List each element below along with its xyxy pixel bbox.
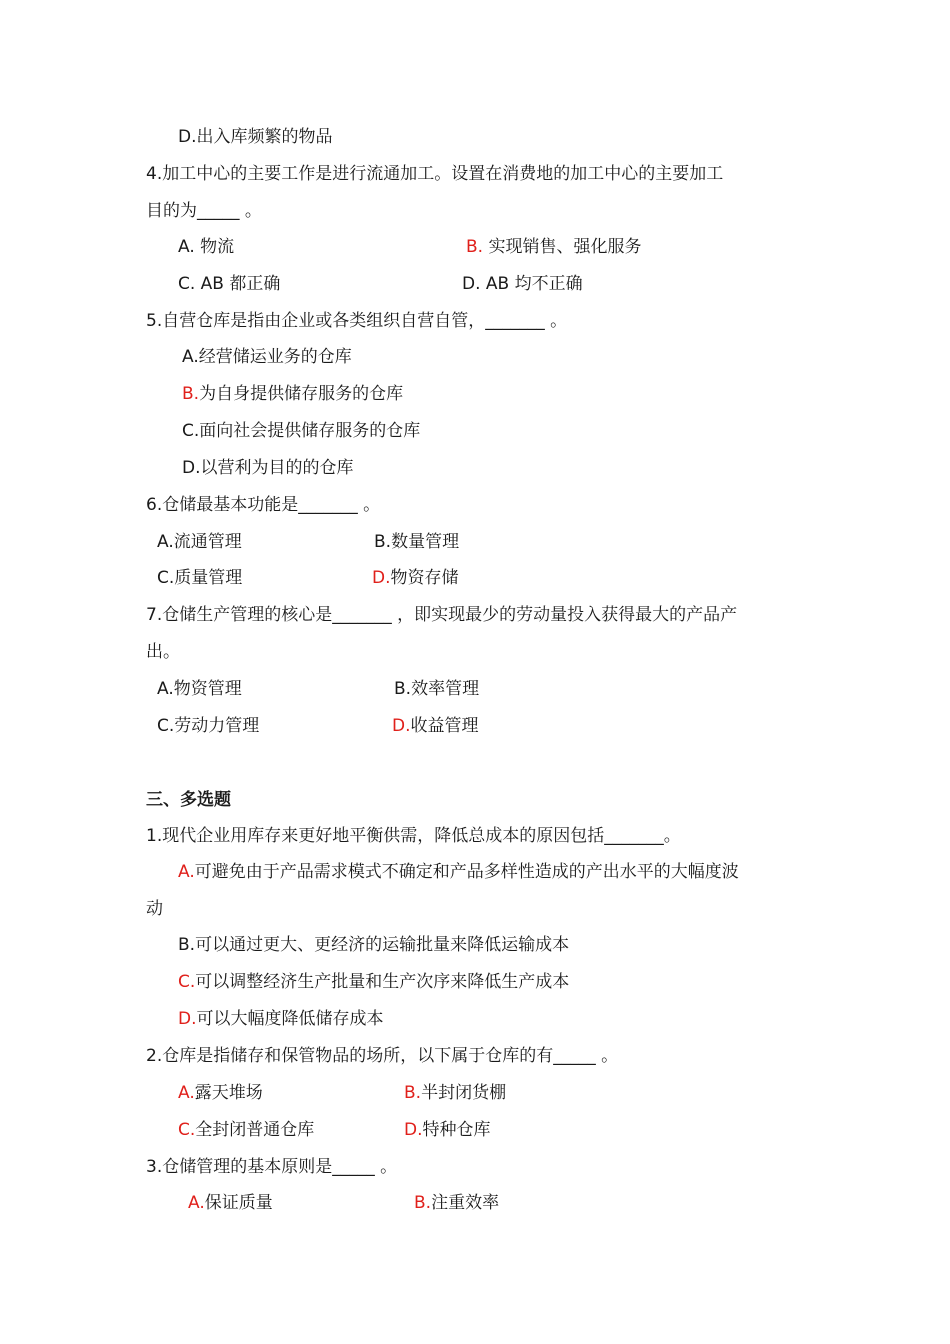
m1-option-b: B.可以通过更大、更经济的运输批量来降低运输成本 xyxy=(178,935,570,955)
q4-stem-line2: 目的为_____ 。 xyxy=(146,201,262,221)
q6-option-a: A.流通管理 xyxy=(157,532,242,552)
q7-stem-line2: 出。 xyxy=(146,642,180,662)
m2-option-c-letter: C. xyxy=(178,1120,196,1140)
q3-option-d: D.出入库频繁的物品 xyxy=(178,127,333,147)
q7-option-c: C.劳动力管理 xyxy=(157,716,260,736)
m1-option-a-line2: 动 xyxy=(146,899,163,919)
q7-stem-line1: 7.仓储生产管理的核心是_______ ，即实现最少的劳动量投入获得最大的产品产 xyxy=(146,605,738,625)
m2-option-b xyxy=(404,1082,506,1104)
q5-option-b-text: 为自身提供储存服务的仓库 xyxy=(199,384,404,404)
m1-option-c-text: 可以调整经济生产批量和生产次序来降低生产成本 xyxy=(195,972,570,992)
m2-option-d-text: 特种仓库 xyxy=(422,1120,491,1140)
m3-option-b-letter: B. xyxy=(414,1193,432,1213)
m2-option-a xyxy=(178,1082,263,1104)
m2-option-c-text: 全封闭普通仓库 xyxy=(195,1120,315,1140)
q5-stem: 5.自营仓库是指由企业或各类组织自营自管，_______ 。 xyxy=(146,311,568,331)
m2-option-c xyxy=(178,1119,314,1141)
m3-option-a-letter: A. xyxy=(188,1193,205,1213)
m2-option-d-letter: D. xyxy=(404,1120,423,1140)
q6-option-b: B.数量管理 xyxy=(374,532,460,552)
m3-stem: 3.仓储管理的基本原则是_____ 。 xyxy=(146,1157,398,1177)
q7-option-d-text: 收益管理 xyxy=(410,716,479,736)
q4-option-b xyxy=(466,236,641,258)
m1-option-d xyxy=(178,1008,384,1030)
q4-option-d: D. AB 均不正确 xyxy=(462,274,583,294)
m3-option-b xyxy=(414,1192,499,1214)
q6-option-d xyxy=(372,567,459,589)
q4-option-b-text: 实现销售、强化服务 xyxy=(483,237,642,257)
q5-option-b xyxy=(182,383,403,405)
q4-option-a: A. 物流 xyxy=(178,237,235,257)
m2-option-a-letter: A. xyxy=(178,1083,195,1103)
q7-option-a: A.物资管理 xyxy=(157,679,242,699)
m3-option-a xyxy=(188,1192,273,1214)
m1-option-a-line1 xyxy=(178,861,739,883)
m3-option-a-text: 保证质量 xyxy=(204,1193,273,1213)
q5-option-d: D.以营利为目的的仓库 xyxy=(182,458,354,478)
q5-option-b-letter: B. xyxy=(182,384,200,404)
q4-option-b-letter: B. xyxy=(466,237,484,257)
q7-option-d-letter: D. xyxy=(392,716,411,736)
section3-title: 三、多选题 xyxy=(146,790,231,810)
q5-option-c: C.面向社会提供储存服务的仓库 xyxy=(182,421,421,441)
m1-option-d-text: 可以大幅度降低储存成本 xyxy=(196,1009,384,1029)
m2-option-b-text: 半封闭货棚 xyxy=(421,1083,507,1103)
m1-option-c xyxy=(178,971,569,993)
q6-option-d-text: 物资存储 xyxy=(390,568,459,588)
m1-stem: 1.现代企业用库存来更好地平衡供需，降低总成本的原因包括_______。 xyxy=(146,826,681,846)
m2-stem: 2.仓库是指储存和保管物品的场所，以下属于仓库的有_____ 。 xyxy=(146,1046,619,1066)
m1-option-a-letter: A. xyxy=(178,862,195,882)
q4-option-c: C. AB 都正确 xyxy=(178,274,281,294)
q5-option-a: A.经营储运业务的仓库 xyxy=(182,347,352,367)
m2-option-b-letter: B. xyxy=(404,1083,422,1103)
m2-option-d xyxy=(404,1119,491,1141)
m1-option-c-letter: C. xyxy=(178,972,196,992)
q6-option-d-letter: D. xyxy=(372,568,391,588)
q7-option-b: B.效率管理 xyxy=(394,679,480,699)
q6-stem: 6.仓储最基本功能是_______ 。 xyxy=(146,495,381,515)
m3-option-b-text: 注重效率 xyxy=(431,1193,500,1213)
m1-option-d-letter: D. xyxy=(178,1009,197,1029)
q4-stem-line1: 4.加工中心的主要工作是进行流通加工。设置在消费地的加工中心的主要加工 xyxy=(146,164,724,184)
m1-option-a-text: 可避免由于产品需求模式不确定和产品多样性造成的产出水平的大幅度波 xyxy=(194,862,739,882)
q7-option-d xyxy=(392,715,479,737)
q6-option-c: C.质量管理 xyxy=(157,568,243,588)
m2-option-a-text: 露天堆场 xyxy=(194,1083,263,1103)
